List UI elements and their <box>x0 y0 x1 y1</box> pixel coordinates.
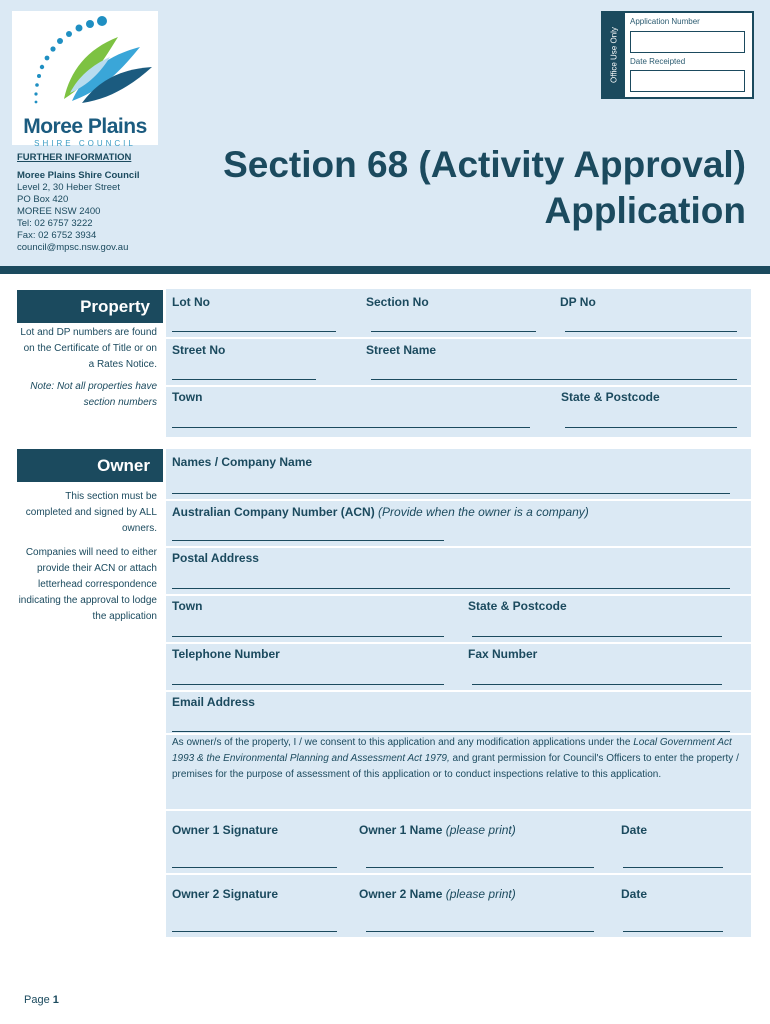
acn-label-text: Australian Company Number (ACN) <box>172 505 375 519</box>
email-line: council@mpsc.nsw.gov.au <box>17 242 129 253</box>
consent-statement <box>172 735 742 783</box>
council-logo <box>12 11 158 148</box>
email-label: Email Address <box>172 695 255 709</box>
office-use-box <box>601 11 754 99</box>
dp-no-field[interactable] <box>565 331 737 332</box>
consent-text-end: and grant permission for Council's Officers to enter the property / premises for the purpose of assessment of this application or to conduct inspections relative to this application. <box>172 753 739 780</box>
street-no-label: Street No <box>172 343 226 357</box>
please-print-hint: (please print) <box>445 823 516 837</box>
logo-leaves-icon <box>12 11 158 111</box>
email-field[interactable] <box>172 731 730 732</box>
dp-no-label: DP No <box>560 295 596 309</box>
street-name-label: Street Name <box>366 343 437 357</box>
owner1-name-text: Owner 1 Name <box>359 823 443 837</box>
address-line: Level 2, 30 Heber Street <box>17 182 120 193</box>
telephone-field[interactable] <box>172 684 444 685</box>
owner-state-postcode-label: State & Postcode <box>468 599 567 613</box>
town-field[interactable] <box>172 427 530 428</box>
property-note: Lot and DP numbers are found on the Certificate of Title or on a Rates Notice. <box>20 327 157 370</box>
lot-no-label: Lot No <box>172 295 210 309</box>
company-note: Companies will need to either provide their ACN or attach letterhead correspondence indicating the approval to lodge the application <box>18 547 157 622</box>
row-separator <box>166 499 751 501</box>
owner2-name-label <box>359 887 516 901</box>
logo-subtitle: SHIRE COUNCIL <box>34 139 136 148</box>
acn-field[interactable] <box>172 540 444 541</box>
owner-town-label: Town <box>172 599 203 613</box>
owner1-signature-label: Owner 1 Signature <box>172 823 279 837</box>
street-name-field[interactable] <box>371 379 737 380</box>
section-no-label: Section No <box>366 295 429 309</box>
town-label: Town <box>172 390 203 404</box>
row-separator <box>166 809 751 811</box>
lot-no-field[interactable] <box>172 331 336 332</box>
telephone-line: Tel: 02 6757 3222 <box>17 218 93 229</box>
town-line: MOREE NSW 2400 <box>17 206 101 217</box>
logo-name: Moree Plains <box>23 115 147 138</box>
owner1-name-label <box>359 823 516 837</box>
header-divider <box>0 266 770 274</box>
owner1-signature-field[interactable] <box>172 867 337 868</box>
owner-panel <box>166 449 751 937</box>
further-information-title: FURTHER INFORMATION <box>17 152 132 163</box>
fax-line: Fax: 02 6752 3934 <box>17 230 97 241</box>
fax-field[interactable] <box>472 684 722 685</box>
application-number-label: Application Number <box>630 17 700 26</box>
postal-address-label: Postal Address <box>172 551 259 565</box>
property-heading: Property <box>17 290 163 323</box>
row-separator <box>166 594 751 596</box>
acn-label <box>172 505 589 519</box>
owner2-signature-field[interactable] <box>172 931 337 932</box>
row-separator <box>166 873 751 875</box>
row-separator <box>166 385 751 387</box>
acn-hint: (Provide when the owner is a company) <box>378 505 589 519</box>
row-separator <box>166 546 751 548</box>
owner-heading: Owner <box>17 449 163 482</box>
fax-label: Fax Number <box>468 647 538 661</box>
page-label: Page <box>24 994 50 1006</box>
date-receipted-field[interactable] <box>630 70 745 92</box>
state-postcode-field[interactable] <box>565 427 737 428</box>
row-separator <box>166 642 751 644</box>
owner2-signature-label: Owner 2 Signature <box>172 887 279 901</box>
owner2-date-label: Date <box>621 887 648 901</box>
page-number <box>24 994 59 1006</box>
owner-town-field[interactable] <box>172 636 444 637</box>
owner-note: This section must be completed and signed by ALL owners. <box>25 491 157 534</box>
names-label: Names / Company Name <box>172 455 313 469</box>
names-field[interactable] <box>172 493 730 494</box>
page-number-value: 1 <box>52 994 59 1006</box>
telephone-label: Telephone Number <box>172 647 280 661</box>
council-name: Moree Plains Shire Council <box>17 170 140 181</box>
state-postcode-label: State & Postcode <box>561 390 660 404</box>
application-number-field[interactable] <box>630 31 745 53</box>
po-box-line: PO Box 420 <box>17 194 69 205</box>
owner1-name-field[interactable] <box>366 867 594 868</box>
postal-address-field[interactable] <box>172 588 730 589</box>
row-separator <box>166 690 751 692</box>
date-receipted-label: Date Receipted <box>630 57 686 66</box>
office-use-tab <box>603 13 625 97</box>
consent-text-start: As owner/s of the property, I / we consent to this application and any modification applications under the <box>172 737 634 748</box>
owner1-date-label: Date <box>621 823 648 837</box>
office-use-label: Office Use Only <box>609 27 619 83</box>
owner-state-postcode-field[interactable] <box>472 636 722 637</box>
owner2-date-field[interactable] <box>623 931 723 932</box>
title-line-2: Application <box>544 190 746 231</box>
page-title <box>223 142 746 234</box>
street-no-field[interactable] <box>172 379 316 380</box>
owner2-name-text: Owner 2 Name <box>359 887 443 901</box>
consent-acts: Local Government Act 1993 & the Environmental Planning and Assessment Act 1979, <box>172 737 732 764</box>
section-numbers-note: Note: Not all properties have section numbers <box>30 381 157 408</box>
owner2-name-field[interactable] <box>366 931 594 932</box>
title-line-1: Section 68 (Activity Approval) <box>223 144 746 185</box>
property-panel <box>166 289 751 437</box>
further-information <box>17 152 177 254</box>
row-separator <box>166 337 751 339</box>
owner1-date-field[interactable] <box>623 867 723 868</box>
section-no-field[interactable] <box>371 331 536 332</box>
please-print-hint: (please print) <box>445 887 516 901</box>
